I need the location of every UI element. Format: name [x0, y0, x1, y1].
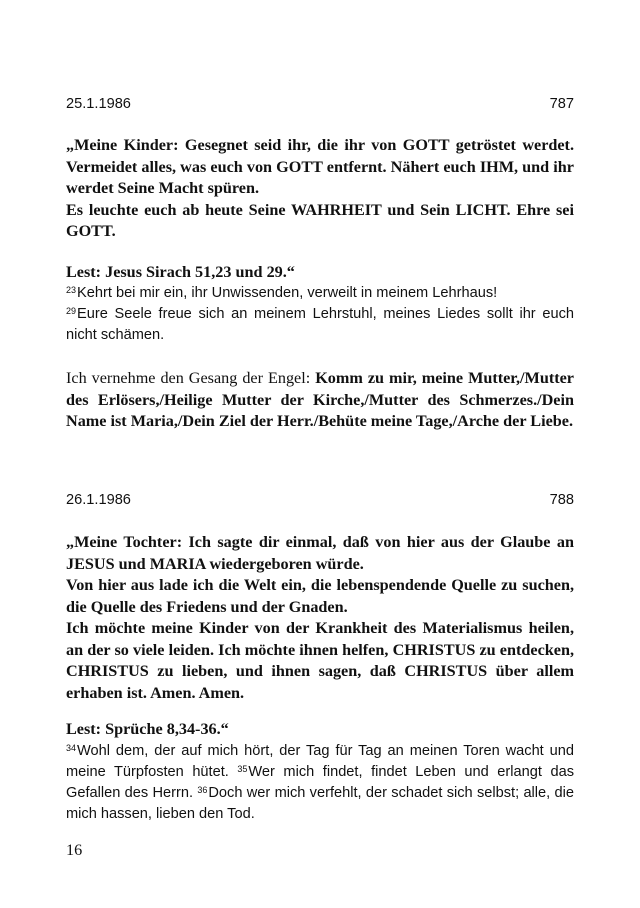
angel-intro: Ich vernehme den Gesang der Engel: [66, 369, 316, 387]
entry-header-787 [66, 94, 574, 115]
angel-song-text: Komm zu mir, meine Mutter,/Mutter des Erlösers,/Heilige Mutter der Kirche,/Mutter des Schmerzes./Dein Name ist Maria,/Dein Ziel der Herr./Behüte meine Tage,/Arche der Liebe. [66, 369, 574, 430]
verse-text: Wer mich findet, findet Leben und erlangt das Gefallen des Herrn. [66, 764, 574, 801]
verse [66, 304, 574, 346]
message-paragraph: Von hier aus lade ich die Welt ein, die lebenspendende Quelle zu suchen, die Quelle des Friedens und der Gnaden. [66, 576, 574, 616]
verse-number: 34 [66, 743, 77, 753]
entry-date: 25.1.1986 [66, 96, 131, 112]
verse-text: Kehrt bei mir ein, ihr Unwissenden, verweilt in meinem Lehrhaus! [77, 285, 498, 301]
verse-number: 29 [66, 306, 77, 316]
angel-song-787 [66, 368, 574, 433]
verse-text: Wohl dem, der auf mich hört, der Tag für Tag an meinen Toren wacht und meine Türpfosten hütet. [66, 743, 574, 780]
scripture-verses-787 [66, 283, 574, 346]
document-page [66, 0, 574, 908]
verse-number: 23 [66, 285, 77, 295]
scripture-verses-788 [66, 741, 574, 825]
reading-reference-787: Lest: Jesus Sirach 51,23 und 29.“ [66, 263, 295, 281]
verse-text: Doch wer mich verfehlt, der schadet sich selbst; alle, die mich hassen, lieben den Tod. [66, 785, 574, 822]
entry-header-788 [66, 490, 574, 511]
entry-date: 26.1.1986 [66, 492, 131, 508]
page-number: 16 [66, 841, 83, 859]
entry-message-788 [66, 532, 574, 704]
verse-number: 35 [237, 764, 248, 774]
reading-reference-788: Lest: Sprüche 8,34-36.“ [66, 720, 229, 738]
entry-number: 787 [549, 96, 574, 112]
verse-text: Eure Seele freue sich an meinem Lehrstuhl, meines Liedes sollt ihr euch nicht schämen. [66, 306, 574, 343]
message-paragraph: „Meine Tochter: Ich sagte dir einmal, daß von hier aus der Glaube an JESUS und MARIA wiedergeboren würde. [66, 533, 574, 573]
verse [66, 283, 574, 304]
entry-message-787 [66, 135, 574, 243]
message-paragraph: „Meine Kinder: Gesegnet seid ihr, die ihr von GOTT getröstet werdet. Vermeidet alles, was euch von GOTT entfernt. Nähert euch IHM, und ihr werdet Seine Macht spüren. [66, 136, 574, 197]
verse-number: 36 [197, 785, 208, 795]
message-paragraph: Es leuchte euch ab heute Seine WAHRHEIT und Sein LICHT. Ehre sei GOTT. [66, 200, 574, 240]
message-paragraph: Ich möchte meine Kinder von der Krankheit des Materialismus heilen, an der so viele leiden. Ich möchte ihnen helfen, CHRISTUS zu entdecken, CHRISTUS zu lieben, und ihnen sagen, daß CHRISTUS über allem erhaben ist. Amen. Amen. [66, 619, 574, 702]
entry-number: 788 [549, 492, 574, 508]
